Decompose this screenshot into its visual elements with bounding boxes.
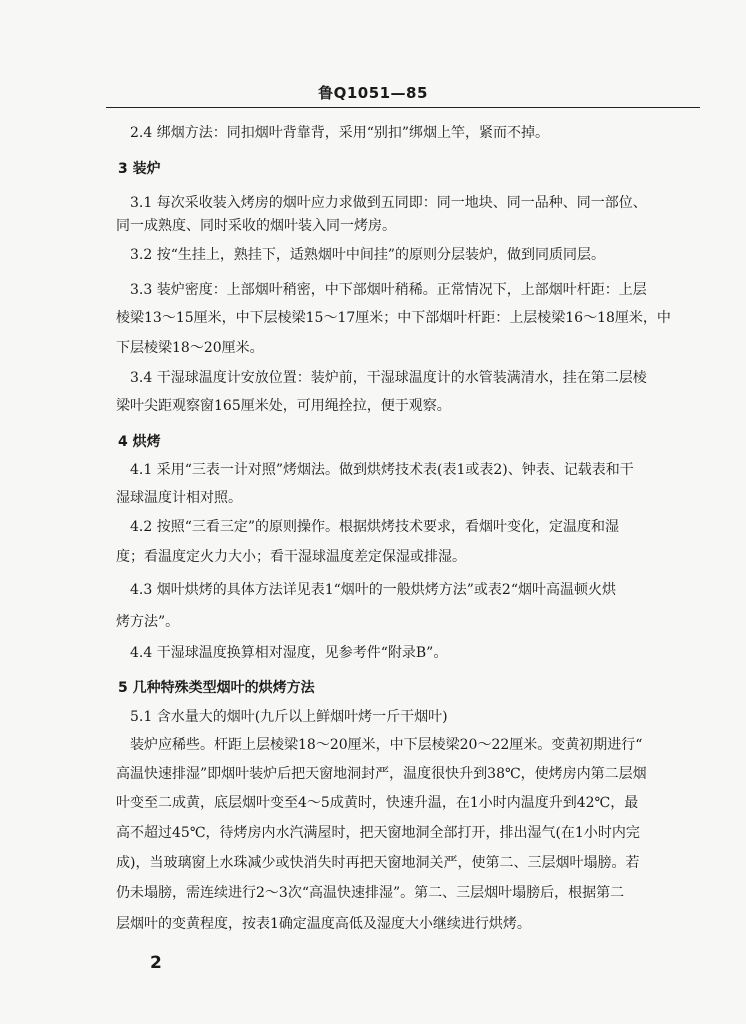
page-number: 2 [150,953,162,973]
text-line: 棱梁13～15厘米，中下层棱梁15～17厘米；中下部烟叶杆距：上层棱梁16～18厘米，中 [116,310,671,326]
text-line: 梁叶尖距观察窗165厘米处，可用绳拴拉，便于观察。 [116,398,451,414]
text-line: 4.1 采用“三表一计对照”烤烟法。做到烘烤技术表(表1或表2)、钟表、记载表和干 [130,462,634,478]
text-line: 下层棱梁18～20厘米。 [116,340,264,356]
standard-code: 鲁Q1051—85 [318,84,428,102]
text-line: 仍未塌膀，需连续进行2～3次“高温快速排湿”。第二、三层烟叶塌膀后，根据第二 [116,885,625,901]
text-line: 高不超过45℃，待烤房内水汽满屋时，把天窗地洞全部打开，排出湿气(在1小时内完 [116,825,640,841]
text-line: 度；看温度定火力大小；看干湿球温度差定保湿或排湿。 [116,549,466,565]
text-line: 装炉应稀些。杆距上层棱梁18～20厘米，中下层棱梁20～22厘米。变黄初期进行“ [130,737,643,753]
text-line: 层烟叶的变黄程度，按表1确定温度高低及湿度大小继续进行烘烤。 [116,916,531,932]
text-line: 叶变至二成黄，底层烟叶变至4～5成黄时，快速升温，在1小时内温度升到42℃，最 [116,795,639,811]
text-line: 4.2 按照“三看三定”的原则操作。根据烘烤技术要求，看烟叶变化，定温度和湿 [130,519,620,535]
text-line: 5.1 含水量大的烟叶(九斤以上鲜烟叶烤一斤干烟叶) [130,709,448,725]
text-line: 4.4 干湿球温度换算相对湿度，见参考件“附录B”。 [130,645,448,661]
text-line: 2.4 绑烟方法：同扣烟叶背靠背，采用“别扣”绑烟上竿，紧而不掉。 [130,125,550,141]
section-heading: 3 装炉 [118,161,161,177]
section-heading: 4 烘烤 [118,434,161,450]
text-line: 3.3 装炉密度：上部烟叶稍密，中下部烟叶稍稀。正常情况下，上部烟叶杆距：上层 [130,282,647,298]
text-line: 4.3 烟叶烘烤的具体方法详见表1“烟叶的一般烘烤方法”或表2“烟叶高温顿火烘 [130,582,616,598]
text-line: 烤方法”。 [116,614,180,630]
text-line: 成)，当玻璃窗上水珠减少或快消失时再把天窗地洞关严，使第二、三层烟叶塌膀。若 [116,855,640,871]
text-line: 3.4 干湿球温度计安放位置：装炉前，干湿球温度计的水管装满清水，挂在第二层棱 [130,370,647,386]
header-rule [106,107,700,108]
text-line: 湿球温度计相对照。 [116,490,242,506]
text-line: 3.2 按“生挂上，熟挂下，适熟烟叶中间挂”的原则分层装炉，做到同质同层。 [130,247,606,263]
text-line: 3.1 每次采收装入烤房的烟叶应力求做到五同即：同一地块、同一品种、同一部位、 [130,195,647,211]
text-line: 高温快速排湿”即烟叶装炉后把天窗地洞封严，温度很快升到38℃，使烤房内第二层烟 [116,766,647,782]
text-line: 同一成熟度、同时采收的烟叶装入同一烤房。 [116,218,396,234]
section-heading: 5 几种特殊类型烟叶的烘烤方法 [118,680,315,696]
